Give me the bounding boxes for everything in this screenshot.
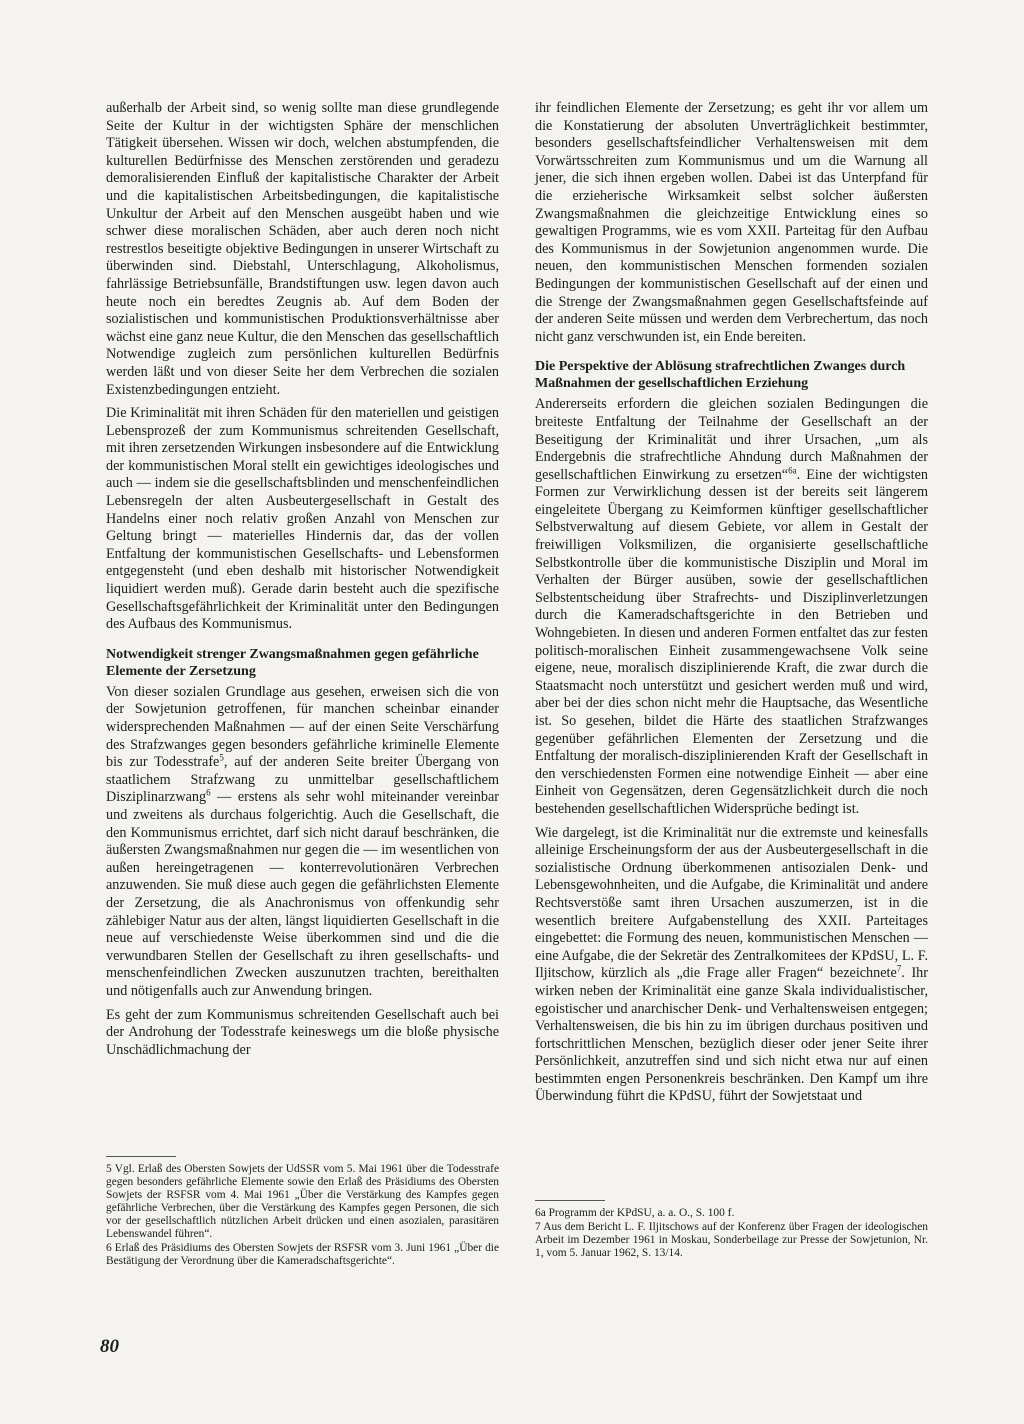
footnote-6: 6 Erlaß des Präsidiums des Obersten Sowjets der RSFSR vom 3. Juni 1961 „Über die Bestätigung der Verordnung über die Kameradschaftsgerichte“. xyxy=(106,1242,499,1267)
paragraph: Die Kriminalität mit ihren Schäden für den materiellen und geistigen Lebensprozeß der zum Kommunismus schreitenden Gesellschaft, mit ihren zersetzenden Wirkungen insbesondere auf die Entwicklung der kommunistischen Moral stellt ein gewichtiges ideologisches und auch — indem sie die gesellschaftsblinden und menschenfeindlichen Lebensregeln der alten Ausbeutergesellschaft in Gestalt des Handelns einer noch relativ großen Anzahl von Menschen zur Geltung bringt — materielles Hindernis dar, das der vollen Entfaltung der kommunistischen Gesellschafts- und Lebensformen entgegensteht (und eben deshalb mit historischer Notwendigkeit liquidiert werden muß). Gerade darin besteht auch die spezifische Gesellschaftsgefährlichkeit der Kriminalität unter den Bedingungen des Aufbaus des Kommunismus. xyxy=(106,405,499,633)
left-column xyxy=(106,100,499,1065)
footnote-6a: 6a Programm der KPdSU, a. a. O., S. 100 f. xyxy=(535,1207,735,1219)
footnote-5: 5 Vgl. Erlaß des Obersten Sowjets der UdSSR vom 5. Mai 1961 über die Todesstrafe gegen besonders gefährliche Elemente sowie den Erlaß des Präsidiums des Obersten Sowjets der RSFSR vom 4. Mai 1961 „Über die Verstärkung des Kampfes gegen gefährliche Verbrechen, über die Verstärkung des Kampfes gegen Personen, die sich vor der gesellschaftlich nützlichen Arbeit drücken und einen asozialen, parasitären Lebenswandel führen“. xyxy=(106,1163,499,1240)
footnotes-left xyxy=(106,1156,499,1269)
section-heading: Die Perspektive der Ablösung strafrechtlichen Zwanges durch Maßnahmen der gesellschaftlichen Erziehung xyxy=(535,359,906,392)
footnote-ref: 6a xyxy=(788,464,797,475)
text-run: Von dieser sozialen Grundlage aus gesehen, erweisen sich die von der Sowjetunion getroffenen, für manchen scheinbar einander widersprechenden Maßnahmen — auf der einen Seite Verschärfung des Strafzwanges gegen besonders gefährliche kriminelle Elemente bis zur Todesstrafe xyxy=(106,683,499,771)
paragraph xyxy=(106,684,499,1001)
text-run: . Eine der wichtigsten Formen zur Verwirklichung dessen ist der bereits seit längerem eingeleitete Übergang zu Keimformen künftiger gesellschaftlicher Selbstverwaltung auf diesem Gebiete, vor allem in Gestalt der freiwilligen Volksmilizen, die organisierte gesellschaftliche Selbstkontrolle über die kommunistische Disziplin und Moral im Verhalten der Bürger ausüben, sowie der gesellschaftlichen Selbstentscheidung über Strafrechts- und Disziplinverletzungen durch die Kameradschaftsgerichte in den Betrieben und Wohngebieten. In diesen und anderen Formen entfaltet das zur festen politisch-moralischen Einheit zusammengewachsene Volk seine eigene, neue, moralisch disziplinierende Kraft, die zwar durch die Staatsmacht noch unterstützt und gesichert werden muß und wird, aber bei der dies schon nicht mehr die Hauptsache, das Wesentliche ist. So gesehen, bildet die Härte des staatlichen Strafzwanges gegenüber gefährlichen Elementen der Zersetzung und die Entfaltung der moralisch-disziplinierenden Kraft der Gesellschaft in den verschiedensten Formen eine notwendige Einheit — aber eine Einheit von Gegensätzen, deren Gegensätzlichkeit durch die noch bestehenden gesellschaftlichen Widersprüche bedingt ist. xyxy=(535,466,929,817)
paragraph: außerhalb der Arbeit sind, so wenig sollte man diese grundlegende Seite der Kultur in der wichtigsten Sphäre der menschlichen Tätigkeit übersehen. Wissen wir doch, welchen abstumpfenden, die kulturellen Bedürfnisse des Menschen zerstörenden und geradezu demoralisierenden Einfluß der kapitalistische Charakter der Arbeit und die kapitalistischen Arbeitsbedingungen, die kapitalistische Unkultur der Arbeit auf den Menschen ausgeübt haben und wie schwer diese moralischen Schäden, aber auch deren noch nicht restrestlos beseitigte objektive Bedingungen in unserer Wirtschaft zu überwinden sind. Diebstahl, Unterschlagung, Alkoholismus, fahrlässige Betriebsunfälle, Brandstiftungen usw. legen davon auch heute noch ein beredtes Zeugnis ab. Auf dem Boden der sozialistischen und kommunistischen Produktionsverhältnisse aber wächst eine ganz neue Kultur, die den Menschen das gesellschaftlich Notwendige zugleich zum persönlichen kulturellen Bedürfnis werden läßt und von dieser Seite her dem Verbrechen die sozialen Existenzbedingungen entzieht. xyxy=(106,100,499,398)
section-heading: Notwendigkeit strenger Zwangsmaßnahmen gegen gefährliche Elemente der Zersetzung xyxy=(106,646,479,679)
text-run: Andererseits erfordern die gleichen sozialen Bedingungen die breiteste Entfaltung der Teilnahme der Gesellschaft an der Beseitigung der Kriminalität und ihrer Ursachen, „um als Endergebnis die strafrechtliche Ahndung durch Maßnahmen der gesellschaftlichen Einwirkung zu ersetzen“ xyxy=(535,396,928,483)
paragraph xyxy=(535,825,928,1107)
footnote-divider xyxy=(106,1156,176,1157)
paragraph xyxy=(535,396,928,818)
paragraph: ihr feindlichen Elemente der Zersetzung; es geht ihr vor allem um die Konstatierung der absoluten Unverträglichkeit bestimmter, besonders gesellschaftsfeindlicher Verhaltensweisen mit dem Vorwärtsschreiten zum Kommunismus und um die Warnung all jener, die sich ihnen ergeben wollen. Dabei ist das Unterpfand für die erzieherische Wirksamkeit selbst solcher äußersten Zwangsmaßnahmen die gleichzeitige Entwicklung eines so gewaltigen Programms, wie es vom XXII. Parteitag für den Aufbau des Kommunismus in der Sowjetunion angenommen wurde. Die neuen, den kommunistischen Menschen formenden sozialen Bedingungen der kommunistischen Gesellschaft auf der einen und die Strenge der Zwangsmaßnahmen gegen Gesellschaftsfeinde auf der anderen Seite müssen und werden dem Verbrechertum, das noch nicht ganz verschwunden ist, ein Ende bereiten. xyxy=(535,100,928,345)
page-number: 80 xyxy=(100,1336,119,1357)
right-column xyxy=(535,100,928,1112)
text-run: , auf der anderen Seite breiter Übergang von staatlichem Strafzwang zu unmittelbar gesellschaftlichem Disziplinarzwang xyxy=(106,754,499,806)
footnote-ref: 5 xyxy=(219,752,224,763)
text-run: . Ihr wirken neben der Kriminalität eine ganze Skala individualistischer, egoistischer und anarchischer Denk- und Verhaltensweisen entgegen; Verhaltensweisen, die bis hin zu im übrigen durchaus positiven und fortschrittlichen Menschen, bezüglich dieser oder jener Seite ihrer Persönlichkeit, anzutreffen sind und sich nicht etwa nur auf einen bestimmten engen Personenkreis beschränken. Den Kampf um ihre Überwindung führt die KPdSU, führt der Sowjetstaat und xyxy=(535,965,928,1105)
footnote-ref: 7 xyxy=(896,963,902,974)
text-run: Wie dargelegt, ist die Kriminalität nur die extremste und keinesfalls alleinige Erscheinungsform der aus der Ausbeutergesellschaft in die sozialistische Ordnung überkommenen antisozialen Denk- und Lebensgewohnheiten, und die Aufgabe, die Kriminalität und andere Rechtsverstöße samt ihren Ursachen auszumerzen, ist in die wesentlich breitere Aufgabenstellung des XXII. Parteitages eingebettet: die Formung des neuen, kommunistischen Menschen — eine Aufgabe, die der Sekretär des Zentralkomitees der KPdSU, L. F. Iljitschow, kürzlich als „die Frage aller Fragen“ bezeichnete xyxy=(535,824,928,982)
footnote-7: 7 Aus dem Bericht L. F. Iljitschows auf der Konferenz über Fragen der ideologischen Arbeit im Dezember 1961 in Moskau, Sonderbeilage zur Presse der Sowjetunion, Nr. 1, vom 5. Januar 1962, S. 13/14. xyxy=(535,1221,928,1259)
footnote-ref: 6 xyxy=(206,787,211,798)
paragraph: Es geht der zum Kommunismus schreitenden Gesellschaft auch bei der Androhung der Todesstrafe keineswegs um die bloße physische Unschädlichmachung der xyxy=(106,1006,499,1058)
text-run: — erstens als sehr wohl miteinander vereinbar und zweitens als durchaus folgerichtig. Auch die Gesellschaft, die den Kommunismus errichtet, darf sich nicht darauf beschränken, die äußersten Zwangsmaßnahmen nur gegen die — im wesentlichen von außen hereingetragenen — konterrevolutionären Verbrechen anzuwenden. Sie muß diese auch gegen die gefährlichsten Elemente der Zersetzung, die als Anachronismus von offenkundig sehr zählebiger Natur aus der alten, längst liquidierten Gesellschaft in die neue auf verschiedenste Weise überkommen sind und die die verwundbaren Stellen der Gesellschaft zu ihren gesellschafts- und menschenfeindlichen Zwecken auszunutzen trachten, bereithalten und nötigenfalls auch zur Anwendung bringen. xyxy=(106,789,499,999)
footnote-divider xyxy=(535,1200,605,1201)
footnotes-right xyxy=(535,1200,928,1261)
